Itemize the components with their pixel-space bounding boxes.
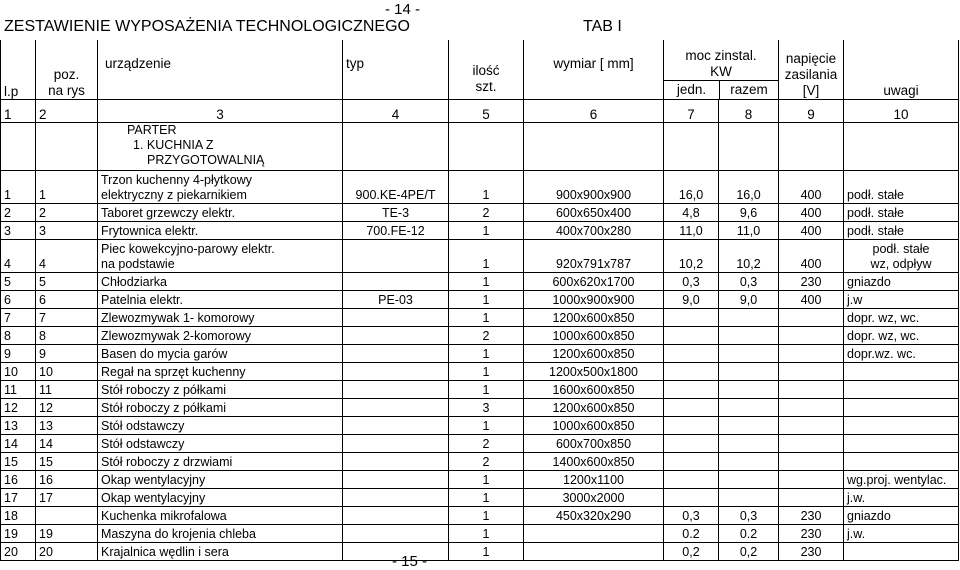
- cell-typ: [343, 308, 449, 326]
- header-lp: l.p: [1, 40, 36, 99]
- cell-remarks: [844, 416, 959, 434]
- colnum-7: 7: [664, 99, 719, 122]
- cell-quantity: 1: [449, 272, 524, 290]
- cell-power-unit: 4,8: [664, 203, 719, 221]
- cell-quantity: 1: [449, 470, 524, 488]
- cell-lp: 7: [1, 308, 36, 326]
- cell-poz: 12: [36, 398, 98, 416]
- cell-lp: 6: [1, 290, 36, 308]
- cell-dimensions: 600x650x400: [524, 203, 664, 221]
- cell-quantity: 2: [449, 452, 524, 470]
- table-row: [1, 416, 959, 434]
- cell-name: Trzon kuchenny 4-płytkowy elektryczny z piekarnikiem: [98, 170, 343, 203]
- cell-power-total: [719, 308, 779, 326]
- section-row: [1, 122, 959, 170]
- cell-power-unit: 16,0: [664, 170, 719, 203]
- cell-name: Maszyna do krojenia chleba: [98, 524, 343, 542]
- cell-remarks: dopr. wz, wc.: [844, 326, 959, 344]
- cell-voltage: [779, 326, 844, 344]
- cell-dimensions: 450x320x290: [524, 506, 664, 524]
- cell-power-total: 16,0: [719, 170, 779, 203]
- table-row: [1, 326, 959, 344]
- cell-typ: [343, 452, 449, 470]
- cell-power-unit: 10,2: [664, 239, 719, 272]
- cell-name: Chłodziarka: [98, 272, 343, 290]
- cell-quantity: 1: [449, 488, 524, 506]
- cell-name: Taboret grzewczy elektr.: [98, 203, 343, 221]
- cell-dimensions: 1400x600x850: [524, 452, 664, 470]
- table-row: [1, 221, 959, 239]
- colnum-5: 5: [449, 99, 524, 122]
- cell-poz: 11: [36, 380, 98, 398]
- cell-typ: TE-3: [343, 203, 449, 221]
- table-row: [1, 290, 959, 308]
- cell-voltage: [779, 344, 844, 362]
- cell-remarks: [844, 542, 959, 560]
- cell-lp: 8: [1, 326, 36, 344]
- cell-remarks: [844, 398, 959, 416]
- table-row: [1, 344, 959, 362]
- cell-name: Kuchenka mikrofalowa: [98, 506, 343, 524]
- cell-power-unit: [664, 308, 719, 326]
- cell-remarks: wg.proj. wentylac.: [844, 470, 959, 488]
- cell-remarks: j.w: [844, 290, 959, 308]
- cell-voltage: 230: [779, 272, 844, 290]
- cell-dimensions: 600x620x1700: [524, 272, 664, 290]
- cell-quantity: 3: [449, 398, 524, 416]
- cell-power-total: [719, 380, 779, 398]
- cell-typ: [343, 326, 449, 344]
- colnum-2: 2: [36, 99, 98, 122]
- cell-dimensions: 400x700x280: [524, 221, 664, 239]
- cell-dimensions: 1200x500x1800: [524, 362, 664, 380]
- header-ilosc: ilość szt.: [449, 40, 524, 99]
- cell-voltage: 230: [779, 506, 844, 524]
- cell-name: Piec kowekcyjno-parowy elektr. na podstawie: [98, 239, 343, 272]
- cell-power-total: 0,2: [719, 542, 779, 560]
- cell-poz: 13: [36, 416, 98, 434]
- cell-dimensions: [524, 542, 664, 560]
- cell-remarks: dopr. wz, wc.: [844, 308, 959, 326]
- cell-lp: 19: [1, 524, 36, 542]
- cell-power-unit: [664, 488, 719, 506]
- cell-power-unit: 0,3: [664, 272, 719, 290]
- cell-lp: 12: [1, 398, 36, 416]
- cell-lp: 10: [1, 362, 36, 380]
- cell-remarks: j.w.: [844, 524, 959, 542]
- column-number-row: [1, 99, 959, 122]
- cell-name: Okap wentylacyjny: [98, 488, 343, 506]
- cell-power-total: [719, 326, 779, 344]
- cell-name: Zlewozmywak 1- komorowy: [98, 308, 343, 326]
- cell-quantity: 1: [449, 308, 524, 326]
- cell-power-total: 10,2: [719, 239, 779, 272]
- colnum-8: 8: [719, 99, 779, 122]
- cell-poz: 10: [36, 362, 98, 380]
- table-row: [1, 506, 959, 524]
- cell-typ: [343, 524, 449, 542]
- cell-name: Stół roboczy z półkami: [98, 380, 343, 398]
- section-title: PARTER 1. KUCHNIA Z PRZYGOTOWALNIĄ: [98, 122, 343, 170]
- cell-typ: [343, 488, 449, 506]
- cell-power-total: [719, 416, 779, 434]
- cell-remarks: podł. stałe: [844, 203, 959, 221]
- table-row: [1, 434, 959, 452]
- header-uwagi: uwagi: [844, 40, 959, 99]
- table-row: [1, 470, 959, 488]
- table-row: [1, 488, 959, 506]
- cell-voltage: 400: [779, 239, 844, 272]
- cell-power-total: [719, 344, 779, 362]
- cell-remarks: [844, 452, 959, 470]
- header-wymiar: wymiar [ mm]: [524, 40, 664, 99]
- cell-voltage: 230: [779, 524, 844, 542]
- cell-dimensions: 3000x2000: [524, 488, 664, 506]
- cell-voltage: [779, 488, 844, 506]
- cell-lp: 9: [1, 344, 36, 362]
- cell-name: Regał na sprzęt kuchenny: [98, 362, 343, 380]
- cell-poz: 6: [36, 290, 98, 308]
- cell-lp: 1: [1, 170, 36, 203]
- cell-typ: [343, 344, 449, 362]
- cell-voltage: [779, 308, 844, 326]
- table-row: [1, 524, 959, 542]
- cell-power-total: 9,0: [719, 290, 779, 308]
- cell-quantity: 2: [449, 203, 524, 221]
- cell-lp: 16: [1, 470, 36, 488]
- table-row: [1, 272, 959, 290]
- cell-voltage: 400: [779, 170, 844, 203]
- cell-remarks: j.w.: [844, 488, 959, 506]
- cell-quantity: 2: [449, 326, 524, 344]
- cell-power-total: 0,3: [719, 506, 779, 524]
- colnum-10: 10: [844, 99, 959, 122]
- cell-name: Frytownica elektr.: [98, 221, 343, 239]
- header-typ: typ: [343, 40, 449, 99]
- table-row: [1, 239, 959, 272]
- cell-typ: [343, 272, 449, 290]
- cell-quantity: 1: [449, 380, 524, 398]
- cell-quantity: 1: [449, 170, 524, 203]
- cell-poz: 16: [36, 470, 98, 488]
- header-moc: moc zinstal. KW jedn. razem: [664, 40, 779, 99]
- cell-power-unit: [664, 470, 719, 488]
- cell-typ: [343, 506, 449, 524]
- cell-dimensions: 900x900x900: [524, 170, 664, 203]
- cell-remarks: [844, 362, 959, 380]
- page-number-bottom: - 15 -: [392, 553, 428, 570]
- cell-name: Stół odstawczy: [98, 416, 343, 434]
- cell-power-total: [719, 434, 779, 452]
- document-title: ZESTAWIENIE WYPOSAŻENIA TECHNOLOGICZNEGO: [4, 18, 410, 35]
- cell-poz: 3: [36, 221, 98, 239]
- cell-typ: PE-03: [343, 290, 449, 308]
- cell-lp: 14: [1, 434, 36, 452]
- cell-poz: 7: [36, 308, 98, 326]
- cell-dimensions: 1000x600x850: [524, 326, 664, 344]
- cell-power-unit: 11,0: [664, 221, 719, 239]
- cell-name: Stół roboczy z drzwiami: [98, 452, 343, 470]
- cell-name: Krajalnica wędlin i sera: [98, 542, 343, 560]
- cell-quantity: 2: [449, 434, 524, 452]
- cell-dimensions: 1000x600x850: [524, 416, 664, 434]
- cell-poz: 4: [36, 239, 98, 272]
- cell-power-unit: [664, 416, 719, 434]
- cell-dimensions: 1200x600x850: [524, 398, 664, 416]
- cell-lp: 5: [1, 272, 36, 290]
- cell-remarks: gniazdo: [844, 272, 959, 290]
- cell-voltage: [779, 434, 844, 452]
- colnum-1: 1: [1, 99, 36, 122]
- cell-power-unit: [664, 452, 719, 470]
- colnum-9: 9: [779, 99, 844, 122]
- cell-power-unit: [664, 362, 719, 380]
- cell-dimensions: [524, 524, 664, 542]
- cell-power-total: 11,0: [719, 221, 779, 239]
- cell-power-unit: 9,0: [664, 290, 719, 308]
- cell-dimensions: 1000x900x900: [524, 290, 664, 308]
- cell-lp: 18: [1, 506, 36, 524]
- table-row: [1, 362, 959, 380]
- table-row: [1, 452, 959, 470]
- cell-voltage: [779, 398, 844, 416]
- cell-lp: 20: [1, 542, 36, 560]
- cell-quantity: 1: [449, 344, 524, 362]
- cell-poz: 2: [36, 203, 98, 221]
- cell-quantity: 1: [449, 239, 524, 272]
- cell-lp: 15: [1, 452, 36, 470]
- cell-voltage: [779, 416, 844, 434]
- cell-remarks: podł. stałe: [844, 221, 959, 239]
- cell-remarks: dopr.wz. wc.: [844, 344, 959, 362]
- cell-typ: [343, 416, 449, 434]
- cell-power-total: 9,6: [719, 203, 779, 221]
- cell-typ: [343, 239, 449, 272]
- cell-name: Basen do mycia garów: [98, 344, 343, 362]
- cell-typ: [343, 362, 449, 380]
- cell-voltage: 400: [779, 203, 844, 221]
- cell-poz: 5: [36, 272, 98, 290]
- cell-typ: [343, 398, 449, 416]
- cell-voltage: [779, 380, 844, 398]
- header-row: [1, 40, 959, 99]
- cell-power-total: [719, 452, 779, 470]
- cell-name: Patelnia elektr.: [98, 290, 343, 308]
- cell-remarks: [844, 434, 959, 452]
- table-row: [1, 380, 959, 398]
- cell-poz: [36, 506, 98, 524]
- cell-remarks: podł. stałe: [844, 170, 959, 203]
- colnum-6: 6: [524, 99, 664, 122]
- colnum-4: 4: [343, 99, 449, 122]
- cell-quantity: 1: [449, 416, 524, 434]
- cell-dimensions: 1200x1100: [524, 470, 664, 488]
- cell-dimensions: 1200x600x850: [524, 344, 664, 362]
- cell-typ: 700.FE-12: [343, 221, 449, 239]
- cell-name: Stół odstawczy: [98, 434, 343, 452]
- cell-lp: 13: [1, 416, 36, 434]
- cell-lp: 11: [1, 380, 36, 398]
- cell-power-total: [719, 488, 779, 506]
- cell-poz: 1: [36, 170, 98, 203]
- cell-dimensions: 920x791x787: [524, 239, 664, 272]
- table-row: [1, 308, 959, 326]
- header-napiecie: napięcie zasilania [V]: [779, 40, 844, 99]
- cell-power-unit: 0,2: [664, 542, 719, 560]
- cell-voltage: 230: [779, 542, 844, 560]
- cell-quantity: 1: [449, 506, 524, 524]
- cell-power-total: 0.2: [719, 524, 779, 542]
- cell-voltage: 400: [779, 290, 844, 308]
- cell-poz: 15: [36, 452, 98, 470]
- table-row: [1, 170, 959, 203]
- colnum-3: 3: [98, 99, 343, 122]
- cell-poz: 14: [36, 434, 98, 452]
- cell-remarks: [844, 380, 959, 398]
- cell-typ: [343, 434, 449, 452]
- page-number-top: - 14 -: [385, 1, 421, 18]
- cell-poz: 9: [36, 344, 98, 362]
- cell-remarks: gniazdo: [844, 506, 959, 524]
- cell-power-unit: 0.2: [664, 524, 719, 542]
- cell-quantity: 1: [449, 524, 524, 542]
- cell-power-total: [719, 470, 779, 488]
- cell-poz: 17: [36, 488, 98, 506]
- cell-power-unit: [664, 326, 719, 344]
- cell-poz: 8: [36, 326, 98, 344]
- cell-voltage: [779, 470, 844, 488]
- cell-power-unit: [664, 398, 719, 416]
- table-row: [1, 203, 959, 221]
- cell-typ: 900.KE-4PE/T: [343, 170, 449, 203]
- cell-voltage: [779, 362, 844, 380]
- cell-lp: 17: [1, 488, 36, 506]
- cell-power-total: 0,3: [719, 272, 779, 290]
- cell-name: Okap wentylacyjny: [98, 470, 343, 488]
- cell-power-unit: [664, 344, 719, 362]
- table-row: [1, 542, 959, 560]
- cell-quantity: 1: [449, 542, 524, 560]
- cell-power-total: [719, 362, 779, 380]
- cell-voltage: [779, 452, 844, 470]
- cell-quantity: 1: [449, 290, 524, 308]
- cell-quantity: 1: [449, 362, 524, 380]
- cell-dimensions: 1600x600x850: [524, 380, 664, 398]
- header-poz: poz. na rys: [36, 40, 98, 99]
- cell-quantity: 1: [449, 221, 524, 239]
- cell-typ: [343, 470, 449, 488]
- cell-lp: 2: [1, 203, 36, 221]
- cell-power-unit: [664, 434, 719, 452]
- cell-lp: 3: [1, 221, 36, 239]
- cell-typ: [343, 380, 449, 398]
- cell-power-total: [719, 398, 779, 416]
- cell-power-unit: [664, 380, 719, 398]
- cell-lp: 4: [1, 239, 36, 272]
- cell-dimensions: 600x700x850: [524, 434, 664, 452]
- cell-name: Stół roboczy z półkami: [98, 398, 343, 416]
- cell-voltage: 400: [779, 221, 844, 239]
- cell-remarks: podł. stałe wz, odpływ: [844, 239, 959, 272]
- cell-poz: 20: [36, 542, 98, 560]
- cell-name: Zlewozmywak 2-komorowy: [98, 326, 343, 344]
- cell-dimensions: 1200x600x850: [524, 308, 664, 326]
- cell-power-unit: 0,3: [664, 506, 719, 524]
- table-row: [1, 398, 959, 416]
- table-label: TAB I: [583, 18, 622, 35]
- equipment-table: [0, 40, 959, 561]
- header-urzadzenie: urządzenie: [98, 40, 343, 99]
- cell-poz: 19: [36, 524, 98, 542]
